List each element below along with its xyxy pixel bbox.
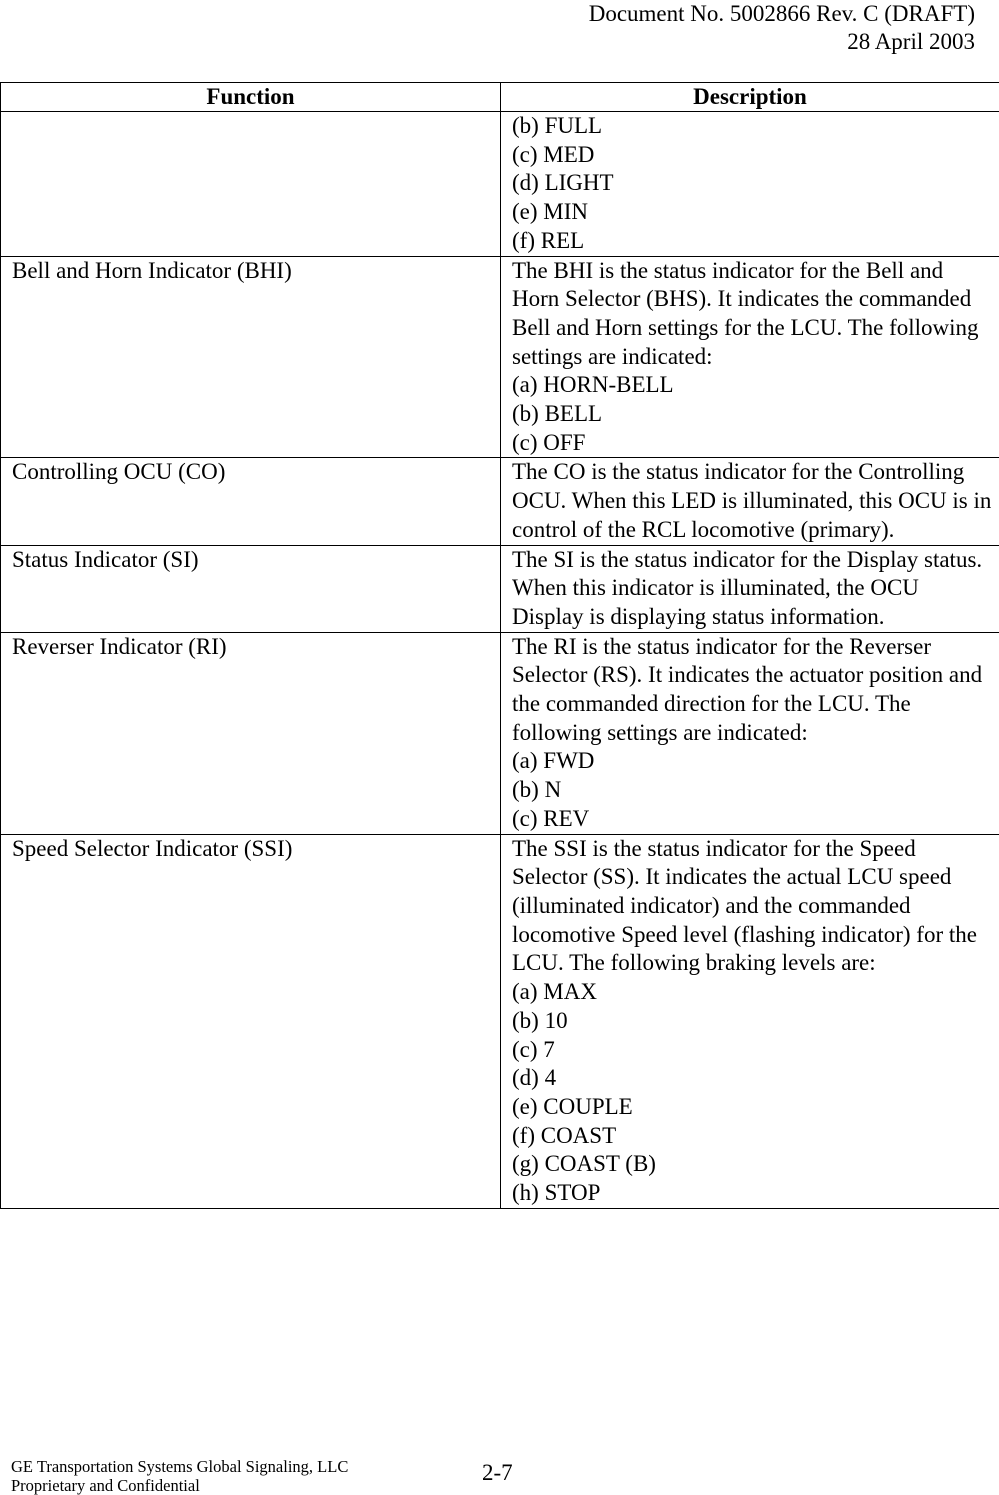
footer-notice: Proprietary and Confidential (11, 1476, 348, 1495)
column-header-function: Function (1, 83, 501, 112)
description-text: The SI is the status indicator for the Display status. When this indicator is illuminated, the OCU Display is displaying status information. (512, 546, 995, 632)
option-item: (d) 4 (512, 1064, 995, 1093)
option-item: (b) BELL (512, 400, 995, 429)
option-item: (h) STOP (512, 1179, 995, 1208)
option-item: (c) 7 (512, 1036, 995, 1065)
option-item: (b) FULL (512, 112, 995, 141)
table-row (1, 256, 999, 458)
description-cell (501, 632, 999, 834)
function-cell: Status Indicator (SI) (1, 545, 501, 632)
option-item: (f) REL (512, 227, 995, 256)
option-item: (c) OFF (512, 429, 995, 458)
table-row (1, 112, 999, 257)
description-cell (501, 834, 999, 1208)
option-item: (c) REV (512, 805, 995, 834)
function-cell: Controlling OCU (CO) (1, 458, 501, 545)
option-item: (f) COAST (512, 1122, 995, 1151)
function-cell: Bell and Horn Indicator (BHI) (1, 256, 501, 458)
description-text: The CO is the status indicator for the Controlling OCU. When this LED is illuminated, this OCU is in control of the RCL locomotive (primary). (512, 458, 995, 544)
table-header-row (1, 83, 999, 112)
description-text: The BHI is the status indicator for the Bell and Horn Selector (BHS). It indicates the commanded Bell and Horn settings for the LCU. The following settings are indicated: (512, 257, 995, 372)
footer-company: GE Transportation Systems Global Signaling, LLC (11, 1457, 348, 1476)
option-item: (g) COAST (B) (512, 1150, 995, 1179)
document-header (589, 0, 975, 56)
document-number: Document No. 5002866 Rev. C (DRAFT) (589, 0, 975, 28)
function-cell: Reverser Indicator (RI) (1, 632, 501, 834)
function-cell (1, 112, 501, 257)
option-item: (a) MAX (512, 978, 995, 1007)
function-cell: Speed Selector Indicator (SSI) (1, 834, 501, 1208)
description-cell (501, 545, 999, 632)
table-row (1, 458, 999, 545)
option-item: (c) MED (512, 141, 995, 170)
column-header-description: Description (501, 83, 999, 112)
option-item: (b) N (512, 776, 995, 805)
option-item: (a) HORN-BELL (512, 371, 995, 400)
option-item: (e) COUPLE (512, 1093, 995, 1122)
description-cell (501, 256, 999, 458)
table-row (1, 834, 999, 1208)
description-cell (501, 458, 999, 545)
option-item: (d) LIGHT (512, 169, 995, 198)
table-row (1, 545, 999, 632)
document-date: 28 April 2003 (589, 28, 975, 56)
option-item: (e) MIN (512, 198, 995, 227)
description-cell (501, 112, 999, 257)
function-description-table (0, 82, 999, 1209)
description-text: The SSI is the status indicator for the Speed Selector (SS). It indicates the actual LCU speed (illuminated indicator) and the commanded locomotive Speed level (flashing indicator) for the LCU. The following braking levels are: (512, 835, 995, 979)
page-number: 2-7 (482, 1459, 513, 1487)
description-text: The RI is the status indicator for the Reverser Selector (RS). It indicates the actuator position and the commanded direction for the LCU. The following settings are indicated: (512, 633, 995, 748)
option-item: (b) 10 (512, 1007, 995, 1036)
option-item: (a) FWD (512, 747, 995, 776)
page-footer (11, 1457, 348, 1495)
table-row (1, 632, 999, 834)
